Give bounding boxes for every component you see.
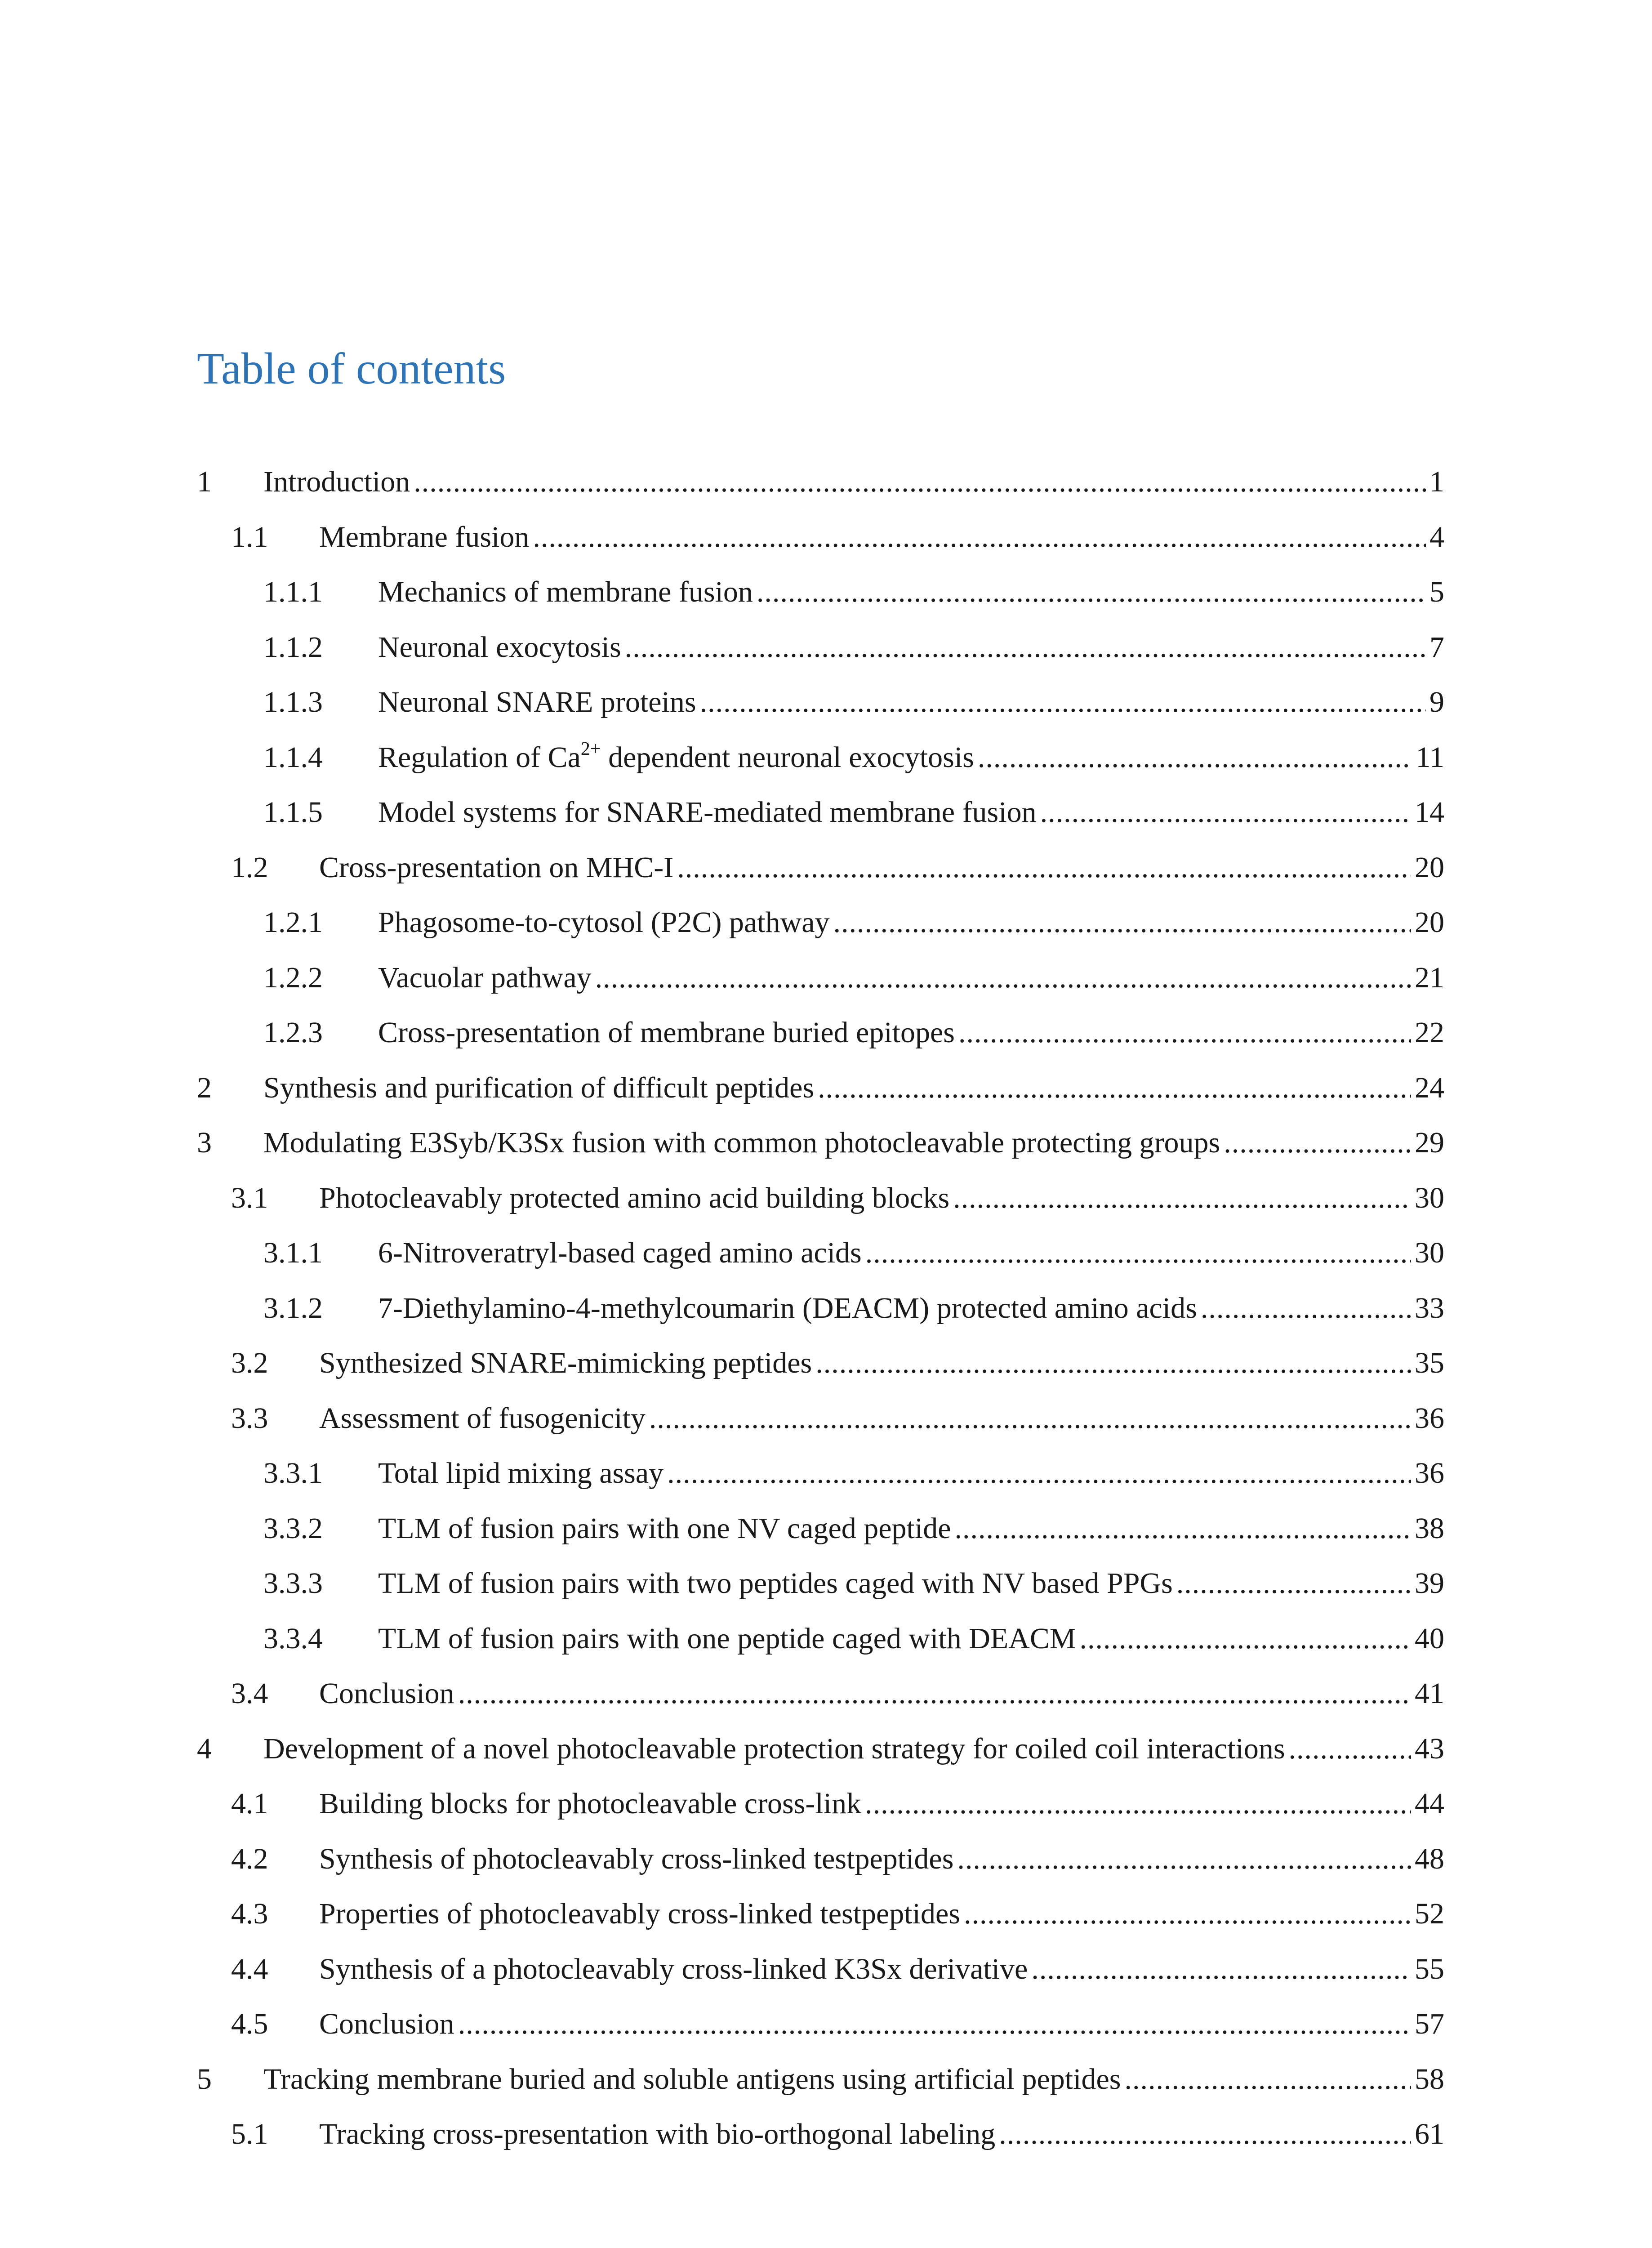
toc-entry[interactable] — [197, 515, 1444, 570]
toc-entry-number: 3.3.2 — [263, 1512, 323, 1545]
toc-entry-page-number: 21 — [1415, 961, 1444, 994]
toc-entry-page-number: 36 — [1415, 1457, 1444, 1490]
toc-entry-title: Vacuolar pathway — [378, 961, 592, 994]
toc-entry-page-number: 35 — [1415, 1347, 1444, 1379]
toc-entry-page-number: 55 — [1415, 1952, 1444, 1985]
toc-entry-number: 5.1 — [231, 2118, 268, 2150]
toc-entry[interactable] — [197, 1947, 1444, 2002]
dot-leader — [414, 459, 1426, 504]
toc-entry-row — [263, 1120, 1444, 1165]
toc-entry[interactable] — [197, 1616, 1444, 1672]
toc-entry[interactable] — [197, 1781, 1444, 1837]
toc-entry[interactable] — [197, 1506, 1444, 1561]
toc-entry-row — [378, 680, 1444, 725]
toc-entry[interactable] — [197, 1286, 1444, 1341]
toc-entry-number: 1.2.2 — [263, 961, 323, 994]
toc-entry-title: Mechanics of membrane fusion — [378, 575, 753, 608]
toc-entry-row — [319, 1671, 1444, 1716]
toc-entry-row — [378, 790, 1444, 835]
toc-entry-page-number: 14 — [1415, 796, 1444, 829]
toc-entry-title: Synthesis and purification of difficult peptides — [263, 1071, 815, 1104]
toc-entry-title: Synthesis of photocleavably cross-linked testpeptides — [319, 1842, 954, 1875]
toc-entry-title: Conclusion — [319, 2007, 454, 2040]
toc-entry-row — [378, 1231, 1444, 1276]
dot-leader — [865, 1781, 1411, 1826]
dot-leader — [1176, 1561, 1411, 1606]
toc-entry[interactable] — [197, 1396, 1444, 1451]
dot-leader — [833, 900, 1411, 945]
toc-entry-title: Neuronal exocytosis — [378, 630, 621, 664]
toc-entry-number: 3 — [197, 1126, 212, 1159]
dot-leader — [999, 2112, 1411, 2157]
toc-entry-row — [378, 900, 1444, 945]
toc-entry-superscript: 2+ — [580, 738, 601, 759]
toc-entry-row — [263, 1066, 1444, 1111]
toc-entry[interactable] — [197, 790, 1444, 845]
dot-leader — [458, 2002, 1411, 2047]
toc-entry-row — [319, 1396, 1444, 1441]
toc-entry-page-number: 52 — [1415, 1897, 1444, 1930]
toc-entry-title: Photocleavably protected amino acid building blocks — [319, 1181, 950, 1214]
toc-entry-title: Synthesis of a photocleavably cross-linked K3Sx derivative — [319, 1952, 1028, 1985]
toc-entry-row — [378, 735, 1444, 780]
toc-entry[interactable] — [197, 1066, 1444, 1121]
toc-entry-title-part: Regulation of Ca — [378, 740, 581, 774]
dot-leader — [1224, 1120, 1411, 1165]
toc-entry-number: 1.1.2 — [263, 630, 323, 664]
toc-entry-number: 3.1.1 — [263, 1236, 323, 1269]
toc-entry-title: TLM of fusion pairs with one NV caged peptide — [378, 1512, 951, 1545]
toc-entry-row — [378, 1561, 1444, 1606]
toc-entry-row — [319, 1341, 1444, 1386]
toc-entry-row — [319, 845, 1444, 890]
toc-entry-page-number: 57 — [1415, 2007, 1444, 2040]
toc-entry-title: Tracking cross-presentation with bio-orthogonal labeling — [319, 2118, 996, 2150]
dot-leader — [953, 1176, 1411, 1221]
toc-entry-number: 4 — [197, 1732, 212, 1765]
dot-leader — [865, 1231, 1411, 1276]
toc-entry-number: 5 — [197, 2062, 212, 2096]
toc-entry[interactable] — [197, 1231, 1444, 1286]
toc-entry[interactable] — [197, 735, 1444, 790]
toc-entry-page-number: 58 — [1415, 2062, 1444, 2096]
toc-entry-row — [378, 570, 1444, 615]
toc-entry-number: 1.2 — [231, 851, 268, 884]
dot-leader — [1289, 1726, 1411, 1771]
toc-entry-number: 1.1 — [231, 520, 268, 553]
toc-entry-row — [319, 1176, 1444, 1221]
dot-leader — [700, 680, 1426, 725]
dot-leader — [757, 570, 1426, 615]
toc-entry[interactable] — [197, 1341, 1444, 1396]
toc-entry-row — [319, 515, 1444, 560]
toc-entry-row — [378, 1451, 1444, 1496]
dot-leader — [964, 1891, 1411, 1936]
toc-entry[interactable] — [197, 625, 1444, 680]
toc-entry-title: Cross-presentation on MHC-I — [319, 851, 674, 884]
toc-entry-page-number: 38 — [1415, 1512, 1444, 1545]
toc-entry[interactable] — [197, 1010, 1444, 1066]
toc-entry-page-number: 5 — [1429, 575, 1444, 608]
toc-entry-title: Properties of photocleavably cross-linked testpeptides — [319, 1897, 960, 1930]
toc-entry-number: 4.2 — [231, 1842, 268, 1875]
toc-entry-number: 1.2.1 — [263, 906, 323, 939]
dot-leader — [1201, 1286, 1411, 1331]
dot-leader — [1040, 790, 1411, 835]
toc-entry-number: 2 — [197, 1071, 212, 1104]
toc-entry-row — [263, 459, 1444, 504]
toc-entry-title: Synthesized SNARE-mimicking peptides — [319, 1347, 812, 1379]
toc-entry-page-number: 9 — [1429, 686, 1444, 718]
toc-entry-row — [263, 2057, 1444, 2102]
toc-entry-title: Modulating E3Syb/K3Sx fusion with common photocleavable protecting groups — [263, 1126, 1220, 1159]
toc-entry-title: Model systems for SNARE-mediated membrane fusion — [378, 796, 1037, 829]
toc-entry-page-number: 22 — [1415, 1016, 1444, 1049]
toc-entry[interactable] — [197, 1671, 1444, 1726]
toc-entry-row — [319, 2002, 1444, 2047]
toc-entry-page-number: 30 — [1415, 1236, 1444, 1269]
toc-entry[interactable] — [197, 1891, 1444, 1947]
toc-entry-title: Phagosome-to-cytosol (P2C) pathway — [378, 906, 830, 939]
toc-entry-page-number: 61 — [1415, 2118, 1444, 2150]
toc-entry[interactable] — [197, 1726, 1444, 1782]
toc-entry-number: 3.1.2 — [263, 1291, 323, 1325]
toc-entry-number: 3.3.4 — [263, 1622, 323, 1655]
toc-entry-title: TLM of fusion pairs with two peptides caged with NV based PPGs — [378, 1567, 1173, 1600]
toc-entry-row — [319, 2112, 1444, 2157]
toc-entry-row — [378, 1506, 1444, 1551]
toc-entry-row — [319, 1837, 1444, 1882]
dot-leader — [625, 625, 1426, 670]
toc-entry-row — [319, 1781, 1444, 1826]
toc-entry-page-number: 1 — [1429, 465, 1444, 498]
toc-entry-number: 4.3 — [231, 1897, 268, 1930]
toc-entry[interactable] — [197, 955, 1444, 1011]
toc-entry-title: Total lipid mixing assay — [378, 1457, 664, 1490]
toc-entry-number: 1.1.3 — [263, 686, 323, 718]
toc-entry[interactable] — [197, 570, 1444, 625]
toc-entry-row — [378, 1010, 1444, 1055]
toc-entry[interactable] — [197, 1120, 1444, 1176]
toc-entry-page-number: 41 — [1415, 1677, 1444, 1710]
toc-entry-number: 1.1.5 — [263, 796, 323, 829]
toc-entry[interactable] — [197, 2112, 1444, 2167]
toc-entry-title: Assessment of fusogenicity — [319, 1401, 646, 1435]
toc-entry-number: 3.3.3 — [263, 1567, 323, 1600]
toc-entry-page-number: 11 — [1416, 740, 1444, 774]
toc-entry-row — [319, 1947, 1444, 1992]
toc-entry[interactable] — [197, 2002, 1444, 2057]
toc-entry-number: 3.3.1 — [263, 1457, 323, 1490]
dot-leader — [667, 1451, 1411, 1496]
toc-entry-number: 4.1 — [231, 1787, 268, 1820]
toc-entry-number: 1 — [197, 465, 212, 498]
dot-leader — [458, 1671, 1411, 1716]
toc-entry-row — [263, 1726, 1444, 1771]
toc-entry-title: Membrane fusion — [319, 520, 530, 553]
toc-entry[interactable] — [197, 1176, 1444, 1231]
toc-entry-title: Building blocks for photocleavable cross-link — [319, 1787, 862, 1820]
dot-leader — [677, 845, 1411, 890]
toc-entry-title — [378, 735, 974, 780]
toc-entry-number: 3.1 — [231, 1181, 268, 1214]
toc-entry[interactable] — [197, 845, 1444, 901]
toc-entry[interactable] — [197, 1837, 1444, 1892]
dot-leader — [958, 1010, 1411, 1055]
toc-entry-number: 4.5 — [231, 2007, 268, 2040]
toc-entry[interactable] — [197, 459, 1444, 515]
toc-entry-number: 3.3 — [231, 1401, 268, 1435]
toc-entry-page-number: 7 — [1429, 630, 1444, 664]
toc-entry-number: 3.4 — [231, 1677, 268, 1710]
toc-entry-page-number: 29 — [1415, 1126, 1444, 1159]
toc-entry-title: Cross-presentation of membrane buried epitopes — [378, 1016, 955, 1049]
toc-entry-page-number: 20 — [1415, 851, 1444, 884]
dot-leader — [1080, 1616, 1411, 1661]
toc-entry-page-number: 44 — [1415, 1787, 1444, 1820]
toc-entry-title: 7-Diethylamino-4-methylcoumarin (DEACM) protected amino acids — [378, 1291, 1197, 1325]
toc-entry-page-number: 39 — [1415, 1567, 1444, 1600]
toc-entry-row — [378, 625, 1444, 670]
toc-entry-title: Neuronal SNARE proteins — [378, 686, 696, 718]
toc-entry-row — [378, 1286, 1444, 1331]
toc-entry-number: 3.2 — [231, 1347, 268, 1379]
toc-entry-row — [319, 1891, 1444, 1936]
dot-leader — [957, 1837, 1411, 1882]
dot-leader — [818, 1066, 1411, 1111]
toc-entry-row — [378, 955, 1444, 1000]
dot-leader — [955, 1506, 1412, 1551]
toc-list — [197, 459, 1444, 2167]
toc-entry-title: Introduction — [263, 465, 410, 498]
toc-entry[interactable] — [197, 2057, 1444, 2112]
toc-entry-page-number: 30 — [1415, 1181, 1444, 1214]
toc-entry[interactable] — [197, 680, 1444, 735]
toc-entry-page-number: 40 — [1415, 1622, 1444, 1655]
toc-entry-title: Development of a novel photocleavable protection strategy for coiled coil interactions — [263, 1732, 1285, 1765]
toc-entry-page-number: 20 — [1415, 906, 1444, 939]
toc-entry-title: TLM of fusion pairs with one peptide caged with DEACM — [378, 1622, 1076, 1655]
toc-entry-number: 4.4 — [231, 1952, 268, 1985]
dot-leader — [595, 955, 1411, 1000]
toc-entry[interactable] — [197, 1451, 1444, 1506]
toc-entry-page-number: 33 — [1415, 1291, 1444, 1325]
toc-entry-row — [378, 1616, 1444, 1661]
toc-entry-title: Conclusion — [319, 1677, 454, 1710]
dot-leader — [649, 1396, 1411, 1441]
dot-leader — [533, 515, 1426, 560]
toc-entry-page-number: 48 — [1415, 1842, 1444, 1875]
toc-entry-page-number: 24 — [1415, 1071, 1444, 1104]
toc-entry-page-number: 36 — [1415, 1401, 1444, 1435]
toc-entry-number: 1.1.1 — [263, 575, 323, 608]
toc-entry-number: 1.2.3 — [263, 1016, 323, 1049]
dot-leader — [815, 1341, 1411, 1386]
toc-entry-title-part: dependent neuronal exocytosis — [601, 740, 974, 774]
toc-entry[interactable] — [197, 900, 1444, 955]
toc-entry-title: Tracking membrane buried and soluble antigens using artificial peptides — [263, 2062, 1121, 2096]
toc-entry-page-number: 43 — [1415, 1732, 1444, 1765]
toc-entry-page-number: 4 — [1429, 520, 1444, 553]
page-title: Table of contents — [197, 343, 506, 393]
toc-entry-title: 6-Nitroveratryl-based caged amino acids — [378, 1236, 862, 1269]
toc-entry-number: 1.1.4 — [263, 740, 323, 774]
dot-leader — [1031, 1947, 1411, 1992]
toc-entry[interactable] — [197, 1561, 1444, 1616]
dot-leader — [978, 735, 1412, 780]
dot-leader — [1124, 2057, 1411, 2102]
